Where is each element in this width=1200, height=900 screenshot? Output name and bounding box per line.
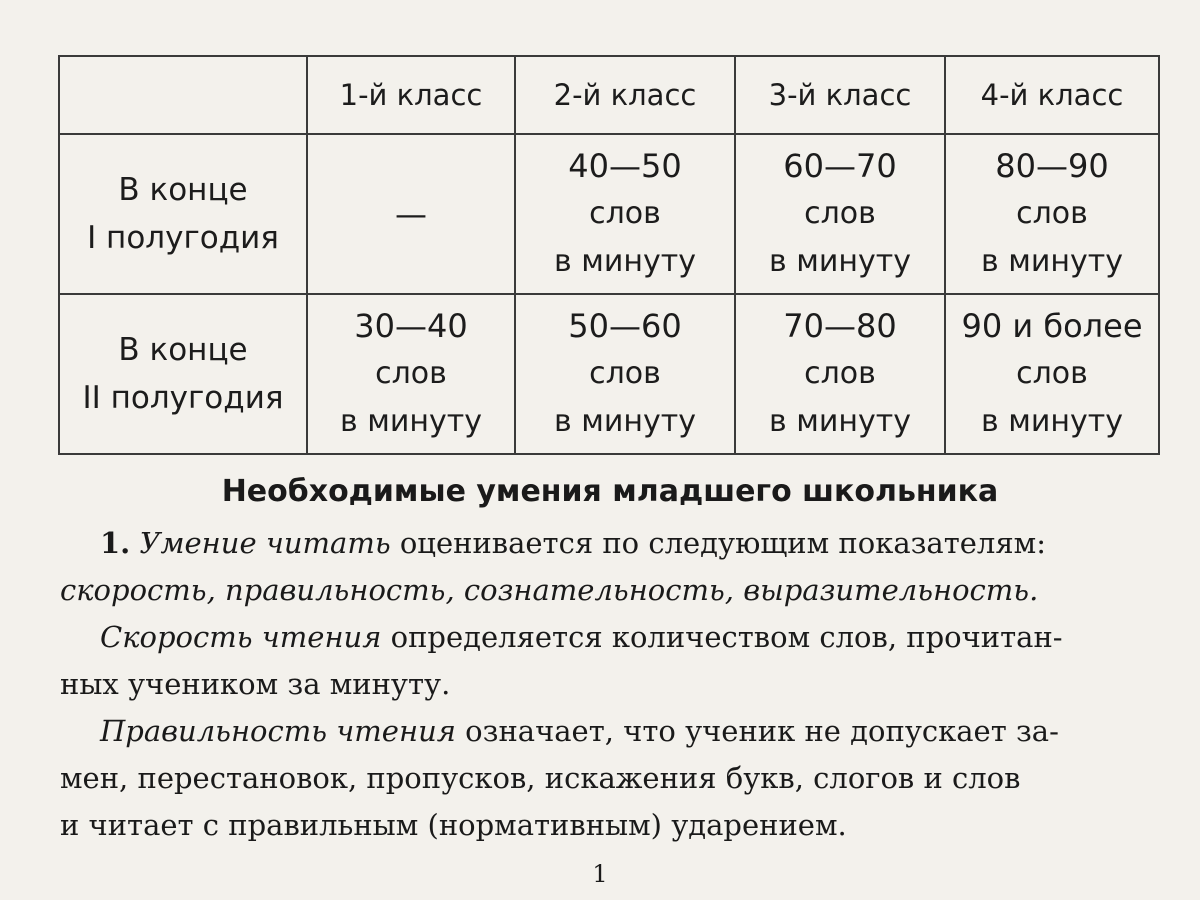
cell-value: 80—90 <box>995 147 1109 185</box>
cell-unit: в минуту <box>554 244 696 279</box>
emphasized-term: Умение читать <box>139 526 391 560</box>
body-text <box>60 470 1160 849</box>
row-label-line: В конце <box>118 332 248 368</box>
paragraph-number: 1. <box>100 526 131 560</box>
table-header-grade-3: 3-й класс <box>735 56 945 134</box>
cell-value: 30—40 <box>354 307 468 345</box>
table-cell <box>307 294 515 454</box>
table-cell <box>945 294 1159 454</box>
cell-unit: в минуту <box>769 244 911 279</box>
page-number: 1 <box>592 860 608 888</box>
table-cell <box>945 134 1159 294</box>
cell-unit: в минуту <box>981 404 1123 439</box>
cell-value: 90 и более <box>961 307 1143 345</box>
paragraph-line: скорость, правильность, сознательность, выразительность. <box>60 573 1039 607</box>
paragraph-reading-skill <box>60 520 1160 614</box>
paragraph-line <box>60 708 1160 755</box>
paragraph-text: определяется количеством слов, прочитан- <box>390 620 1063 654</box>
table-cell <box>735 134 945 294</box>
table-header-grade-1: 1-й класс <box>307 56 515 134</box>
cell-value: 70—80 <box>783 307 897 345</box>
cell-value: 50—60 <box>568 307 682 345</box>
cell-unit: слов <box>1016 356 1088 391</box>
cell-unit: слов <box>375 356 447 391</box>
table-cell <box>735 294 945 454</box>
reading-speed-table <box>58 55 1160 455</box>
cell-unit: в минуту <box>554 404 696 439</box>
paragraph-line <box>60 520 1160 567</box>
paragraph-line: и читает с правильным (нормативным) ударением. <box>60 808 847 842</box>
paragraph-line <box>60 614 1160 661</box>
paragraph-text: означает, что ученик не допускает за- <box>465 714 1059 748</box>
section-title: Необходимые умения младшего школьника <box>221 474 999 509</box>
cell-unit: слов <box>589 196 661 231</box>
row-label-line: В конце <box>118 172 248 208</box>
cell-unit: в минуту <box>981 244 1123 279</box>
paragraph-text: оценивается по следующим показателям: <box>399 526 1046 560</box>
paragraph-reading-correctness <box>60 708 1160 849</box>
cell-value: 60—70 <box>783 147 897 185</box>
table-cell <box>307 134 515 294</box>
table-header-row <box>59 56 1159 134</box>
cell-unit: слов <box>589 356 661 391</box>
cell-unit: слов <box>804 356 876 391</box>
table-row <box>59 134 1159 294</box>
paragraph-line: ных учеником за минуту. <box>60 667 451 701</box>
cell-value: — <box>395 195 427 233</box>
emphasized-term: Скорость чтения <box>100 620 382 654</box>
table-header-empty <box>59 56 307 134</box>
table-header-grade-4: 4-й класс <box>945 56 1159 134</box>
table-row <box>59 294 1159 454</box>
paragraph-line: мен, перестановок, пропусков, искажения букв, слогов и слов <box>60 761 1021 795</box>
paragraph-reading-speed <box>60 614 1160 708</box>
cell-unit: слов <box>804 196 876 231</box>
cell-unit: слов <box>1016 196 1088 231</box>
row-label-first-half <box>59 134 307 294</box>
row-label-line: I полугодия <box>87 220 279 256</box>
row-label-second-half <box>59 294 307 454</box>
table-cell <box>515 134 735 294</box>
row-label-line: II полугодия <box>82 380 284 416</box>
cell-value: 40—50 <box>568 147 682 185</box>
table-header-grade-2: 2-й класс <box>515 56 735 134</box>
cell-unit: в минуту <box>340 404 482 439</box>
cell-unit: в минуту <box>769 404 911 439</box>
emphasized-term: Правильность чтения <box>100 714 456 748</box>
table-cell <box>515 294 735 454</box>
